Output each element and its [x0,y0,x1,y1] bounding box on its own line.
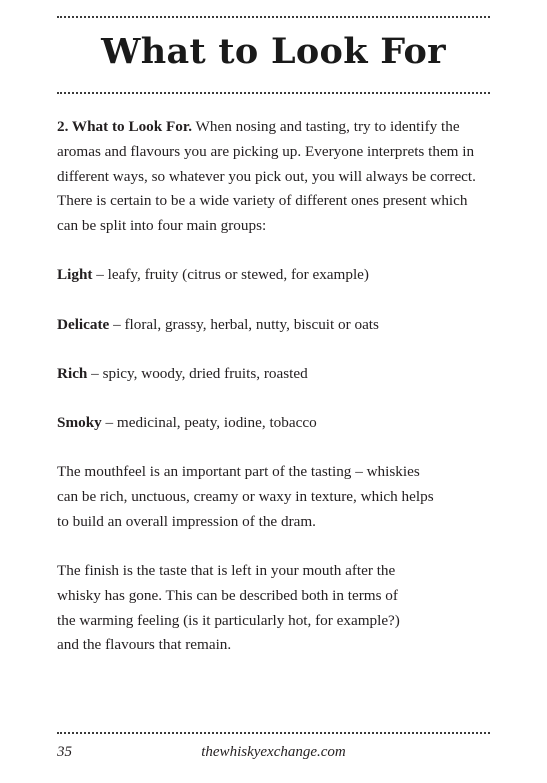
finish-line: The finish is the taste that is left in your mouth after the [57,561,396,579]
group-description: – floral, grassy, herbal, nutty, biscuit or oats [109,315,379,333]
intro-line: When nosing and tasting, try to identify the [192,118,460,135]
mouthfeel-paragraph [57,460,495,534]
group-description: – spicy, woody, dried fruits, roasted [87,364,308,382]
group-rich [57,362,495,387]
finish-paragraph [57,559,495,658]
intro-line: can be split into four main groups: [57,217,267,235]
group-name: Delicate [57,315,110,333]
mouthfeel-line: can be rich, unctuous, creamy or waxy in texture, which helps [57,487,434,505]
intro-lead: 2. What to Look For. [57,118,193,135]
site-name: thewhiskyexchange.com [201,744,346,760]
intro-line: aromas and flavours you are picking up. Everyone interprets them in [57,142,475,160]
group-name: Rich [57,364,88,382]
intro-line: different ways, so whatever you pick out, you will always be correct. [57,167,476,185]
intro-paragraph [57,115,495,239]
group-light [57,263,495,288]
finish-line: the warming feeling (is it particularly hot, for example?) [57,611,400,629]
group-delicate [57,313,495,338]
finish-line: and the flavours that remain. [57,636,232,654]
mouthfeel-line: The mouthfeel is an important part of the tasting – whiskies [57,463,420,481]
intro-line: There is certain to be a wide variety of different ones present which [57,192,468,210]
top-dotted-rule [57,16,490,18]
group-description: – leafy, fruity (citrus or stewed, for example) [92,266,369,284]
page-number: 35 [57,744,72,760]
footer-dotted-rule [57,732,490,734]
mouthfeel-line: to build an overall impression of the dram. [57,512,316,530]
title-dotted-rule [57,92,490,94]
group-name: Smoky [57,413,102,431]
group-description: – medicinal, peaty, iodine, tobacco [101,413,317,431]
group-smoky [57,411,495,436]
group-name: Light [57,266,93,284]
page-title: What to Look For [101,31,446,72]
body-text [57,115,495,658]
finish-line: whisky has gone. This can be described both in terms of [57,586,398,604]
